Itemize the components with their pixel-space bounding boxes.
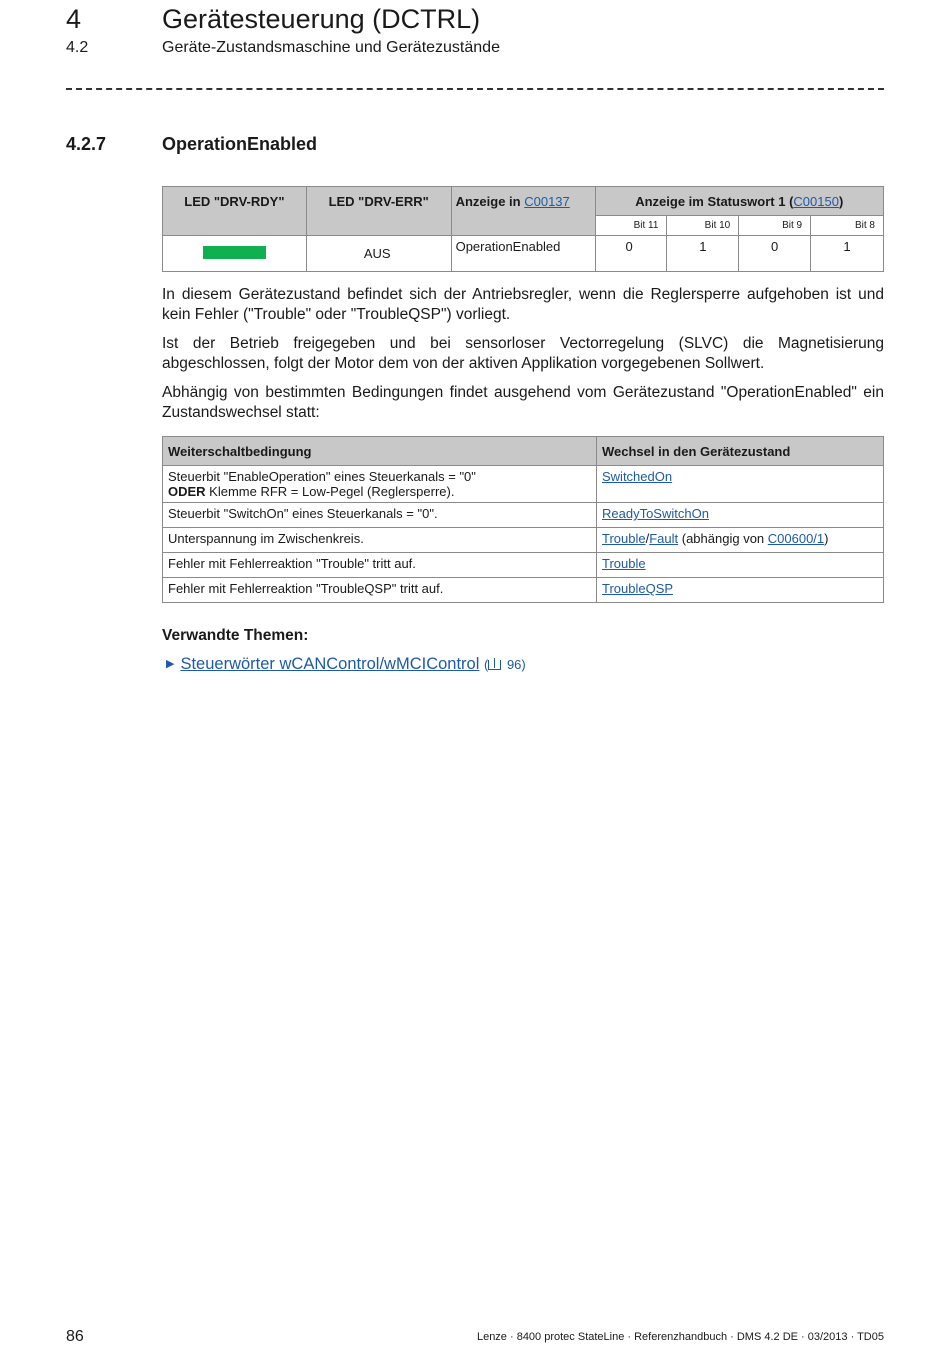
target-note-end: ) [824,531,829,546]
condition-cell: Fehler mit Fehlerreaktion "Trouble" tritt auf. [163,553,597,578]
paragraph-2: Ist der Betrieb freigegeben und bei sensorloser Vectorregelung (SLVC) die Magnetisierung abgeschlossen, folgt der Motor dem von der aktiven Applikation vorgegebenen Sollwert. [162,335,884,372]
section-number: 4.2 [66,39,89,56]
table-row [163,503,884,528]
related-topics-heading: Verwandte Themen: [162,627,309,644]
target-separator: / [645,531,650,546]
header-display-label: Anzeige in [455,194,525,209]
header-condition: Weiterschaltbedingung [163,437,597,466]
bit-11-value: 0 [595,236,667,272]
header-statusword-suffix: ) [838,193,844,209]
condition-text-2: Klemme RFR = Low-Pegel (Reglersperre). [205,484,455,499]
page-reference[interactable] [484,657,526,672]
link-c00150[interactable]: C00150 [793,193,839,209]
display-cell: OperationEnabled [451,236,595,272]
bit-8-value: 1 [811,236,884,272]
triangle-right-icon: ▶ [166,658,175,670]
chapter-title: Gerätesteuerung (DCTRL) [162,4,481,34]
header-led-err: LED "DRV-ERR" [306,187,451,236]
link-troubleqsp[interactable]: TroubleQSP [602,581,674,596]
link-fault[interactable]: Fault [649,531,679,546]
led-err-cell: AUS [306,236,451,272]
link-c00600-1[interactable]: C00600/1 [767,531,825,546]
related-topic-item [166,655,526,674]
bit-9-header: Bit 9 [739,216,811,236]
bit-9-value: 0 [739,236,811,272]
target-cell [597,503,884,528]
header-target-state: Wechsel in den Gerätezustand [597,437,884,466]
link-c00137[interactable]: C00137 [524,194,570,209]
paragraph-1: In diesem Gerätezustand befindet sich der Antriebsregler, wenn die Reglersperre aufgehoben ist und kein Fehler ("Trouble" oder "TroubleQSP") vorliegt. [162,286,884,323]
condition-text: Steuerbit "EnableOperation" eines Steuerkanals = "0" [168,469,476,484]
book-icon [488,660,501,670]
bit-10-value: 1 [667,236,739,272]
subsection-number: 4.2.7 [66,134,107,154]
state-table [162,186,884,272]
link-trouble[interactable]: Trouble [602,556,646,571]
link-steuerwoerter[interactable]: Steuerwörter wCANControl/wMCIControl [180,655,480,673]
ref-page: 96) [503,657,526,672]
page-number: 86 [66,1328,84,1345]
paragraph-3: Abhängig von bestimmten Bedingungen findet ausgehend vom Gerätezustand "OperationEnabled" ein Zustandswechsel statt: [162,384,884,421]
table-row [163,578,884,603]
bit-8-header: Bit 8 [811,216,884,236]
ref-open: ( [483,657,489,672]
link-trouble[interactable]: Trouble [602,531,646,546]
link-switchedon[interactable]: SwitchedOn [602,469,673,484]
table-row [163,466,884,503]
target-note: (abhängig von [678,531,768,546]
condition-cell: Fehler mit Fehlerreaktion "TroubleQSP" tritt auf. [163,578,597,603]
table-row [163,528,884,553]
header-statusword-label: Anzeige im Statuswort 1 ( [635,193,794,209]
target-cell [597,578,884,603]
transition-table [162,436,884,603]
header-divider [66,88,884,90]
led-green-indicator [203,246,266,259]
table-row [163,553,884,578]
bit-10-header: Bit 10 [667,216,739,236]
link-readytoswitchon[interactable]: ReadyToSwitchOn [602,506,709,521]
condition-cell: Unterspannung im Zwischenkreis. [163,528,597,553]
led-rdy-cell [163,236,307,272]
subsection-title: OperationEnabled [162,134,318,154]
condition-cell [163,466,597,503]
section-title: Geräte-Zustandsmaschine und Gerätezustände [162,39,500,56]
header-led-rdy: LED "DRV-RDY" [163,187,307,236]
header-statusword [595,187,884,216]
target-cell [597,528,884,553]
chapter-number: 4 [66,4,82,34]
target-cell [597,466,884,503]
header-display [451,187,595,236]
condition-cell: Steuerbit "SwitchOn" eines Steuerkanals = "0". [163,503,597,528]
footer-text: Lenze · 8400 protec StateLine · Referenzhandbuch · DMS 4.2 DE · 03/2013 · TD05 [476,1331,884,1343]
target-cell [597,553,884,578]
condition-or: ODER [168,484,206,499]
bit-11-header: Bit 11 [595,216,667,236]
